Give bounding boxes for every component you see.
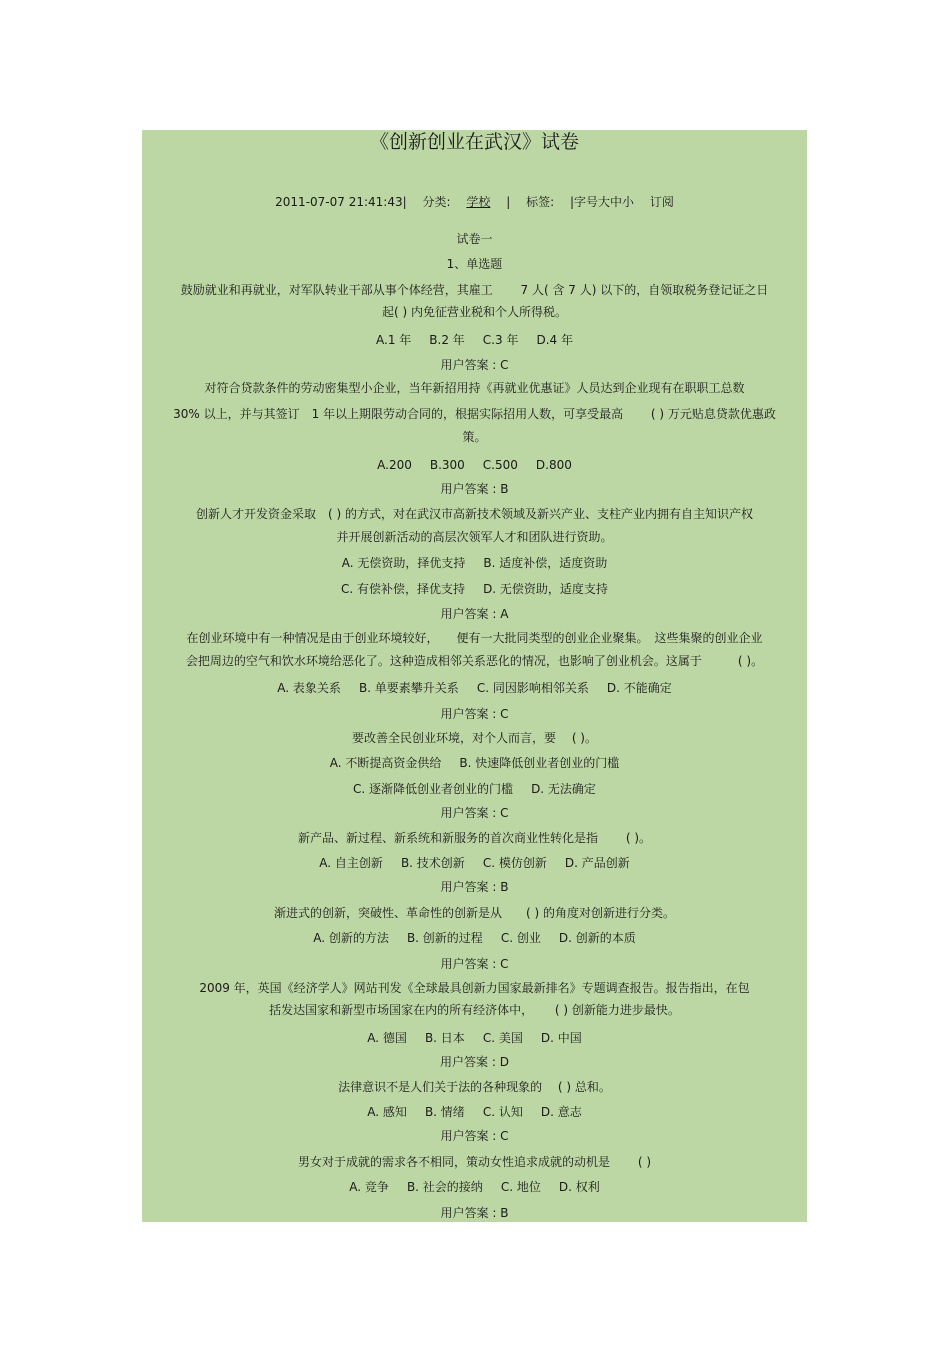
user-answer: 用户答案 : B xyxy=(440,880,509,894)
part-title: 1、单选题 xyxy=(446,257,503,271)
option-row xyxy=(142,332,807,348)
question-text: 鼓励就业和再就业，对军队转业干部从事个体经营，其雇工 7 人( 含 7 人) 以下的，自领取税务登记证之日 xyxy=(180,283,769,297)
answer-option: D. 创新的本质 xyxy=(558,931,636,945)
question-text: 会把周边的空气和饮水环境给恶化了。这种造成相邻关系恶化的情况，也影响了创业机会。这属于 ( )。 xyxy=(185,654,764,668)
category-label: 分类: xyxy=(422,195,451,209)
answer-option: A. 不断提高资金供给 xyxy=(329,756,442,770)
user-answer: 用户答案 : C xyxy=(440,358,509,372)
question-text: 2009 年，英国《经济学人》网站刊发《全球最具创新力国家最新排名》专题调查报告。报告指出，在包 xyxy=(199,981,750,995)
answer-option: D. 中国 xyxy=(540,1031,582,1045)
answer-option: B. 适度补偿，适度资助 xyxy=(483,556,608,570)
question-text: 男女对于成就的需求各不相同，策动女性追求成就的动机是 ( ) xyxy=(298,1155,651,1169)
option-row xyxy=(142,755,807,771)
user-answer: 用户答案 : D xyxy=(440,1055,509,1069)
question-text: 创新人才开发资金采取 ( ) 的方式，对在武汉市高新技术领域及新兴产业、支柱产业内拥有自主知识产权 xyxy=(196,507,753,521)
answer-option: B.2 年 xyxy=(429,333,465,347)
question-text: 并开展创新活动的高层次领军人才和团队进行资助。 xyxy=(336,530,613,544)
question-text: 30% 以上，并与其签订 1 年以上期限劳动合同的，根据实际招用人数，可享受最高 ( ) 万元贴息贷款优惠政 xyxy=(173,407,776,421)
answer-option: A. 感知 xyxy=(367,1105,407,1119)
answer-option: B.300 xyxy=(429,458,465,472)
answer-option: C.3 年 xyxy=(482,333,519,347)
option-row xyxy=(142,680,807,696)
option-row xyxy=(142,1030,807,1046)
answer-option: C. 同因影响相邻关系 xyxy=(476,681,589,695)
user-answer: 用户答案 : B xyxy=(440,1206,509,1220)
question-text: 渐进式的创新，突破性、革命性的创新是从 ( ) 的角度对创新进行分类。 xyxy=(274,906,675,920)
answer-option: D.800 xyxy=(535,458,572,472)
option-row xyxy=(142,1179,807,1195)
user-answer: 用户答案 : C xyxy=(440,957,509,971)
category-link[interactable]: 学校 xyxy=(466,195,491,209)
user-answer: 用户答案 : C xyxy=(440,1129,509,1143)
answer-option: C.500 xyxy=(482,458,518,472)
answer-option: C. 模仿创新 xyxy=(482,856,547,870)
answer-option: A. 无偿资助，择优支持 xyxy=(341,556,466,570)
option-row xyxy=(142,1104,807,1120)
option-row xyxy=(142,781,807,797)
question-text: 要改善全民创业环境，对个人而言，要 ( )。 xyxy=(352,731,597,745)
page-title: 《创新创业在武汉》试卷 xyxy=(369,131,579,153)
answer-option: B. 日本 xyxy=(424,1031,465,1045)
tags-label: 标签: xyxy=(526,195,555,209)
option-row xyxy=(142,930,807,946)
subscribe-link[interactable]: 订阅 xyxy=(649,195,674,209)
answer-option: D. 权利 xyxy=(558,1180,600,1194)
question-text: 起( ) 内免征营业税和个人所得税。 xyxy=(382,305,567,319)
option-row xyxy=(142,457,807,473)
answer-option: B. 情绪 xyxy=(424,1105,465,1119)
answer-option: B. 社会的接纳 xyxy=(406,1180,483,1194)
answer-option: B. 创新的过程 xyxy=(406,931,483,945)
answer-option: C. 美国 xyxy=(482,1031,523,1045)
answer-option: B. 快速降低创业者创业的门槛 xyxy=(459,756,620,770)
exam-sheet xyxy=(142,130,807,1222)
answer-option: B. 技术创新 xyxy=(400,856,465,870)
answer-option: D. 不能确定 xyxy=(606,681,672,695)
answer-option: A. 德国 xyxy=(367,1031,407,1045)
answer-option: C. 地位 xyxy=(500,1180,541,1194)
question-text: 对符合贷款条件的劳动密集型小企业，当年新招用持《再就业优惠证》人员达到企业现有在职职工总数 xyxy=(204,381,745,395)
answer-option: D. 无法确定 xyxy=(531,782,596,796)
answer-option: D. 无偿资助，适度支持 xyxy=(483,582,608,596)
post-datetime: 2011-07-07 21:41:43| xyxy=(275,195,407,209)
user-answer: 用户答案 : C xyxy=(440,707,509,721)
option-row xyxy=(142,555,807,571)
meta-separator: | xyxy=(506,195,511,209)
answer-option: C. 创业 xyxy=(500,931,541,945)
answer-option: B. 单要素攀升关系 xyxy=(358,681,459,695)
answer-option: C. 有偿补偿，择优支持 xyxy=(341,582,466,596)
answer-option: A. 创新的方法 xyxy=(313,931,389,945)
post-meta xyxy=(142,194,807,210)
answer-option: A. 竞争 xyxy=(349,1180,389,1194)
user-answer: 用户答案 : B xyxy=(440,482,509,496)
question-text: 法律意识不是人们关于法的各种现象的 ( ) 总和。 xyxy=(338,1080,611,1094)
question-text: 在创业环境中有一种情况是由于创业环境较好， 便有一大批同类型的创业企业聚集。 这些集聚的创业企业 xyxy=(186,631,763,645)
option-row xyxy=(142,855,807,871)
user-answer: 用户答案 : A xyxy=(440,607,509,621)
user-answer: 用户答案 : C xyxy=(440,806,509,820)
answer-option: D. 意志 xyxy=(540,1105,582,1119)
answer-option: D. 产品创新 xyxy=(564,856,630,870)
answer-option: A. 自主创新 xyxy=(319,856,383,870)
option-row xyxy=(142,581,807,597)
answer-option: C. 认知 xyxy=(482,1105,523,1119)
answer-option: A.1 年 xyxy=(376,333,412,347)
answer-option: A.200 xyxy=(377,458,412,472)
question-text: 括发达国家和新型市场国家在内的所有经济体中， ( ) 创新能力进步最快。 xyxy=(269,1003,680,1017)
font-size-switch[interactable]: |字号大中小 xyxy=(569,195,634,209)
question-text: 新产品、新过程、新系统和新服务的首次商业性转化是指 ( )。 xyxy=(298,831,651,845)
question-text: 策。 xyxy=(462,430,487,444)
section-title: 试卷一 xyxy=(456,232,493,246)
answer-option: C. 逐渐降低创业者创业的门槛 xyxy=(353,782,514,796)
answer-option: A. 表象关系 xyxy=(277,681,341,695)
answer-option: D.4 年 xyxy=(536,333,573,347)
